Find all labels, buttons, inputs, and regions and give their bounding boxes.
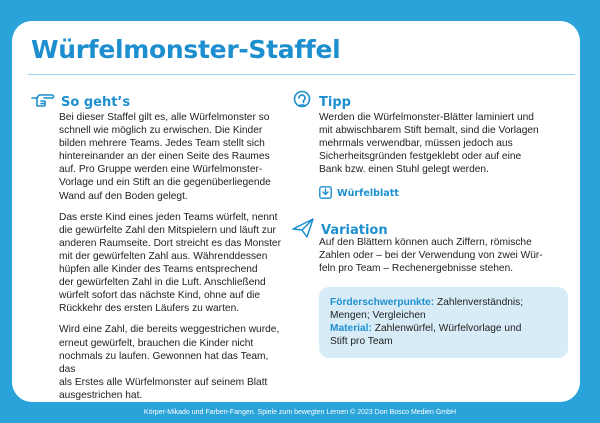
info-box [319,287,568,358]
lightbulb-icon [291,90,313,114]
info-box-text: Förderschwerpunkte: Zahlenverständnis; Mengen; Vergleichen Material: Zahlenwürfel, Würfelvorlage und Stift pro Team [330,297,524,348]
material-value: Zahlenwürfel, Würfelvorlage und [374,323,522,335]
instructions-text [59,111,281,410]
tipp-text: Werden die Würfelmonster-Blätter laminiert und mit abwischbarem Stift bemalt, sind die Vorlagen mehrmals verwendbar, müssen jedoch aus Sicherheitsgründen festgeklebt oder auf eine Bank bzw. einen Stuhl gelegt werden. [319,112,539,176]
paragraph-2: Das erste Kind eines jeden Teams würfelt, nennt die gewürfelte Zahl den Mitspielern und läuft zur anderen Raumseite. Dort streicht es das Monster mit der gewürfelten Zahl aus. Währenddessen hüpfen alle Kinder des Teams entsprechend der gewürfelten Zahl in die Luft. Anschließend würfelt sofort das nächste Kind, ohne auf die Rückkehr des ersten Läufers zu warten. [59,211,281,315]
paragraph-1: Bei dieser Staffel gilt es, alle Würfelmonster so schnell wie möglich zu erwischen. Die Kinder bilden mehrere Teams. Jedes Team stellt sich hintereinander an der einen Seite des Raumes auf. Pro Gruppe werden eine Würfelmonster- Vorlage und ein Stift an die gegenüberliegende Wand auf den Boden gelegt. [59,112,271,202]
section-heading-so-gehts [31,92,130,112]
download-icon[interactable] [319,184,332,203]
link-label[interactable]: Würfelblatt [337,188,399,199]
section-label: Tipp [319,94,351,110]
paper-plane-icon [291,217,315,243]
focus-value: Zahlenverständnis; [437,297,524,308]
section-label: So geht’s [61,94,131,110]
title-divider [28,74,575,75]
material-key: Material: [330,323,372,335]
copyright-footer: Körper-Mikado und Farben-Fangen. Spiele zum bewegten Lernen © 2023 Don Bosco Medien GmbH [143,409,457,416]
card-title: Würfelmonster-Staffel [31,35,341,64]
download-link-wuerfelblatt[interactable] [319,184,399,203]
paragraph-3: Wird eine Zahl, die bereits weggestrichen wurde, erneut gewürfelt, brauchen die Kinder nicht nochmals zu laufen. Gewonnen hat das Team, das als Erstes alle Würfelmonster auf seinem Blatt ausgestrichen hat. [59,324,280,401]
pointing-hand-icon [31,92,55,112]
section-label: Variation [321,222,388,238]
focus-key: Förderschwerpunkte: [330,297,435,308]
variation-text: Auf den Blättern können auch Ziffern, römische Zahlen oder – bei der Verwendung von zwei Wür- feln pro Team – Rechenergebnisse stehen. [319,237,543,275]
